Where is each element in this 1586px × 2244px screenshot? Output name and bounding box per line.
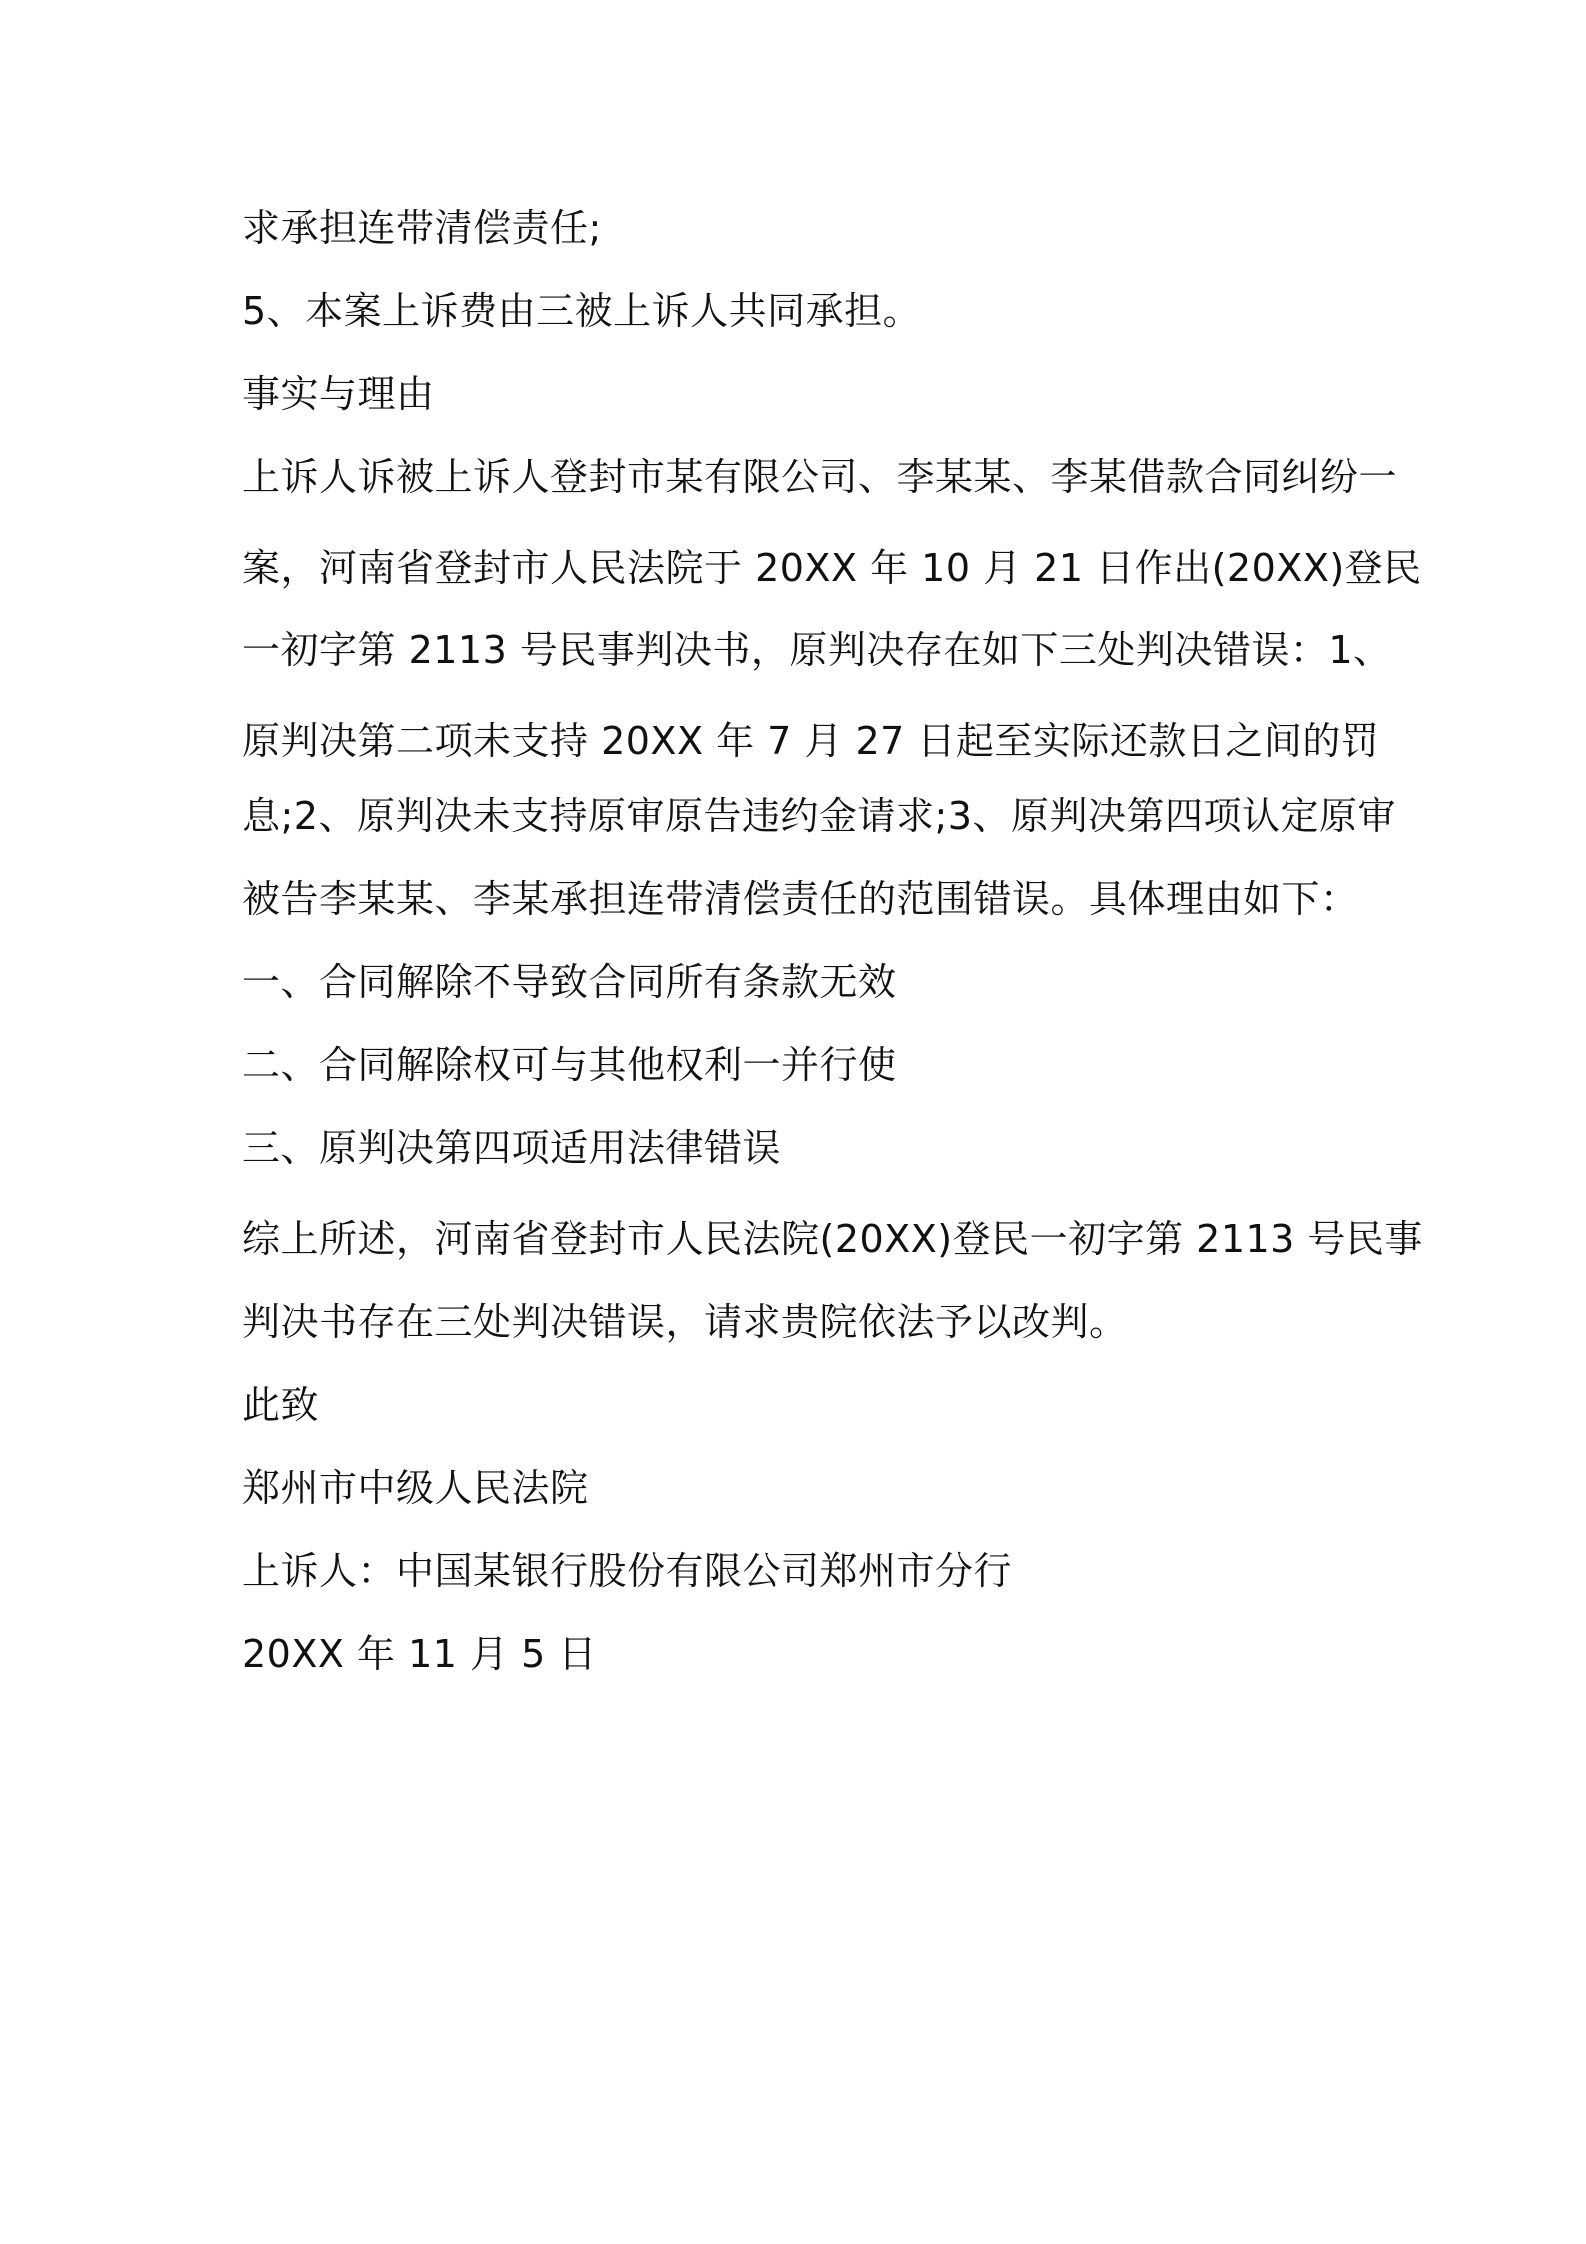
court-name: 郑州市中级人民法院	[242, 1466, 589, 1510]
body-paragraph-line: 息;2、原判决未支持原审原告违约金请求;3、原判决第四项认定原审	[242, 794, 1396, 838]
body-paragraph-line: 被告李某某、李某承担连带清偿责任的范围错误。具体理由如下：	[242, 877, 1359, 921]
reason-heading-3: 三、原判决第四项适用法律错误	[242, 1126, 782, 1170]
reason-heading-1: 一、合同解除不导致合同所有条款无效	[242, 960, 897, 1004]
request-item-5: 5、本案上诉费由三被上诉人共同承担。	[242, 289, 922, 333]
body-paragraph-line: 上诉人诉被上诉人登封市某有限公司、李某某、李某借款合同纠纷一	[242, 455, 1398, 499]
body-paragraph-line: 案，河南省登封市人民法院于 20XX 年 10 月 21 日作出(20XX)登民	[242, 546, 1422, 590]
text-line-continuation: 求承担连带清偿责任;	[242, 206, 602, 250]
conclusion-line: 综上所述，河南省登封市人民法院(20XX)登民一初字第 2113 号民事	[242, 1217, 1423, 1261]
salutation: 此致	[242, 1383, 320, 1427]
body-paragraph-line: 一初字第 2113 号民事判决书，原判决存在如下三处判决错误：1、	[242, 628, 1392, 672]
reason-heading-2: 二、合同解除权可与其他权利一并行使	[242, 1043, 897, 1087]
conclusion-line: 判决书存在三处判决错误，请求贵院依法予以改判。	[242, 1300, 1128, 1344]
section-heading-facts-reasons: 事实与理由	[242, 372, 435, 416]
document-date: 20XX 年 11 月 5 日	[242, 1632, 597, 1676]
body-paragraph-line: 原判决第二项未支持 20XX 年 7 月 27 日起至实际还款日之间的罚	[242, 719, 1380, 763]
appellant-signature: 上诉人：中国某银行股份有限公司郑州市分行	[242, 1549, 1013, 1593]
